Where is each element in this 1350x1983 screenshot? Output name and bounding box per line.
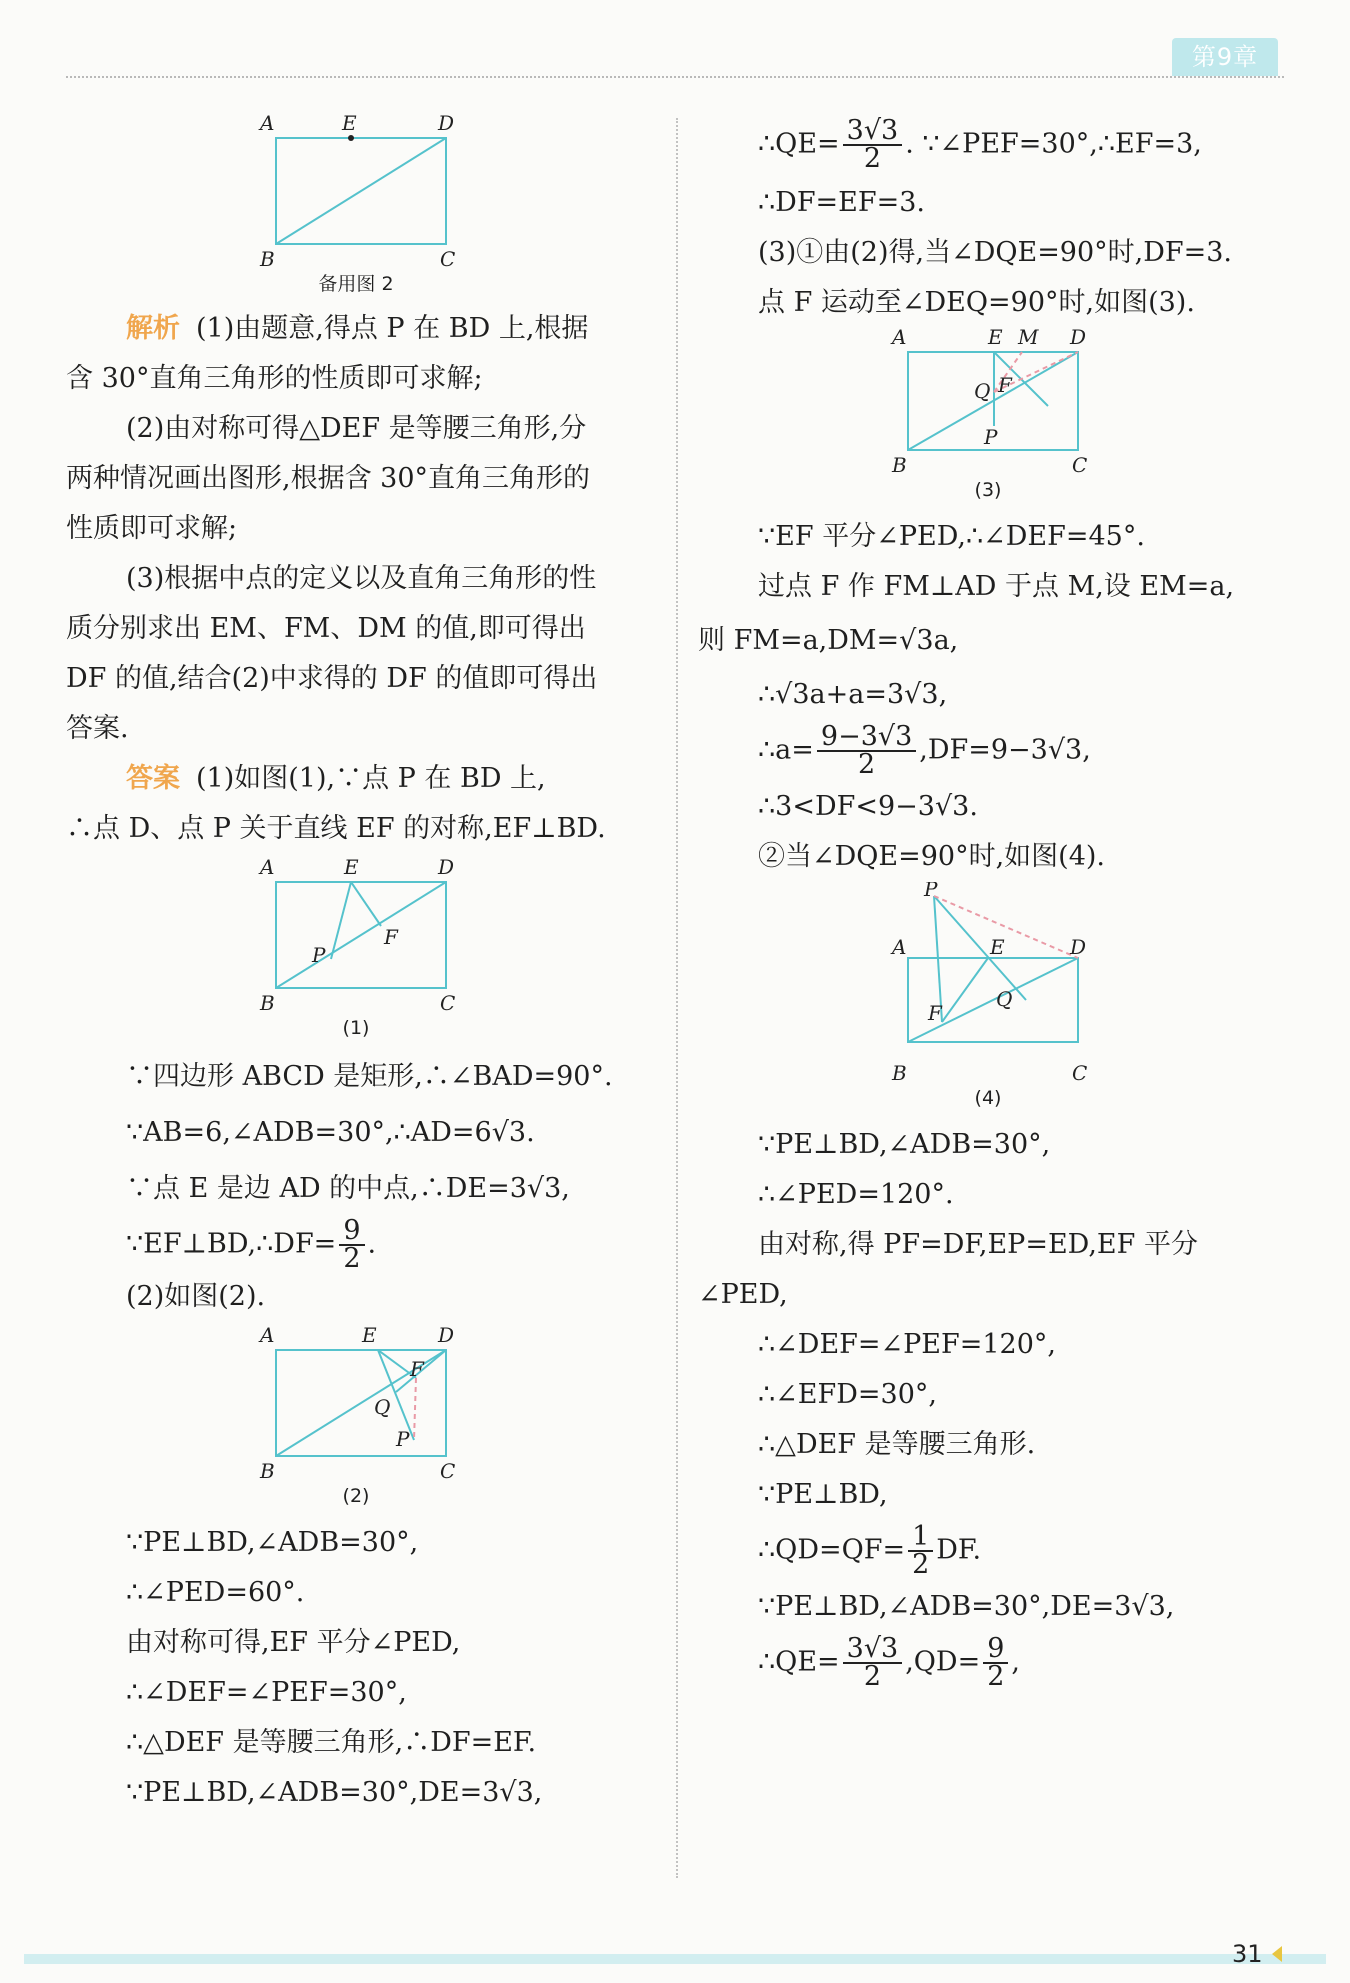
- figure-backup-2: [256, 108, 666, 298]
- right-line-6: 过点 F 作 FM⊥AD 于点 M,设 EM=a,: [758, 571, 1235, 602]
- analysis-line-4: 两种情况画出图形,根据含 30°直角三角形的: [66, 463, 591, 494]
- svg-text:F: F: [928, 1001, 942, 1025]
- answer-line-8: ∵PE⊥BD,∠ADB=30°,: [126, 1527, 419, 1558]
- answer-line-10: 由对称可得,EF 平分∠PED,: [126, 1627, 461, 1658]
- label-B: B: [260, 248, 275, 270]
- svg-text:B: B: [892, 454, 907, 476]
- svg-text:P: P: [984, 425, 998, 449]
- right-line-7: 则 FM=a,DM=√3a,: [698, 625, 959, 656]
- svg-text:D: D: [438, 1323, 455, 1347]
- svg-text:D: D: [1070, 935, 1087, 959]
- figure-1: [256, 854, 666, 1042]
- right-line-19: ∵PE⊥BD,: [758, 1479, 888, 1510]
- answer-line-3: ∵四边形 ABCD 是矩形,∴∠BAD=90°.: [126, 1061, 613, 1092]
- analysis-line-5: 性质即可求解;: [66, 513, 238, 544]
- analysis-line-1: 解析 (1)由题意,得点 P 在 BD 上,根据: [126, 313, 589, 344]
- figure-caption: 备用图 2: [318, 273, 394, 295]
- svg-text:A: A: [260, 1323, 275, 1347]
- svg-text:E: E: [990, 935, 1005, 959]
- svg-text:Q: Q: [374, 1395, 391, 1419]
- right-line-2: ∴DF=EF=3.: [758, 187, 926, 218]
- right-column: [698, 115, 1298, 1692]
- right-line-10: ∴3<DF<9−3√3.: [758, 791, 978, 822]
- answer-line-12: ∴△DEF 是等腰三角形,∴DF=EF.: [126, 1727, 537, 1758]
- svg-text:E: E: [362, 1323, 377, 1347]
- page-arrow-icon: [1272, 1946, 1282, 1962]
- header-rule: [66, 76, 1284, 78]
- page-number: 31: [1232, 1940, 1263, 1968]
- right-line-18: ∴△DEF 是等腰三角形.: [758, 1429, 1036, 1460]
- right-line-13: ∴∠PED=120°.: [758, 1179, 954, 1210]
- svg-text:E: E: [344, 855, 359, 879]
- svg-text:P: P: [312, 943, 326, 967]
- label-A: A: [260, 111, 275, 135]
- svg-text:P: P: [924, 882, 938, 901]
- column-divider: [676, 118, 678, 1878]
- figure-caption: (1): [342, 1017, 370, 1039]
- svg-text:A: A: [260, 855, 275, 879]
- left-column: [66, 108, 666, 1818]
- right-line-15: ∠PED,: [698, 1279, 788, 1310]
- figure-3: [888, 328, 1298, 504]
- answer-line-6: ∵EF⊥BD,∴DF= $\frac{9}{2}$ .: [126, 1215, 377, 1274]
- right-line-14: 由对称,得 PF=DF,EP=ED,EF 平分: [758, 1229, 1198, 1260]
- figure-4: [888, 882, 1298, 1112]
- answer-line-9: ∴∠PED=60°.: [126, 1577, 305, 1608]
- right-line-16: ∴∠DEF=∠PEF=120°,: [758, 1329, 1056, 1360]
- svg-text:C: C: [1072, 1062, 1088, 1084]
- right-line-1: ∴QE= $\frac{3√3}{2}$ . ∵∠PEF=30°,∴EF=3,: [758, 115, 1202, 174]
- figure-caption: (4): [974, 1087, 1002, 1109]
- figure-2: [256, 1322, 666, 1510]
- right-line-3: (3)①由(2)得,当∠DQE=90°时,DF=3.: [758, 237, 1233, 268]
- right-line-22: ∴QE= $\frac{3√3}{2}$ ,QD= $\frac{9}{2}$ ,: [758, 1633, 1020, 1692]
- right-line-11: ②当∠DQE=90°时,如图(4).: [758, 841, 1106, 872]
- svg-text:D: D: [438, 855, 455, 879]
- svg-text:C: C: [440, 1460, 456, 1482]
- chapter-tab: 第9章: [1172, 38, 1278, 76]
- svg-text:A: A: [892, 935, 907, 959]
- footer-bar: [24, 1954, 1326, 1964]
- answer-line-13: ∵PE⊥BD,∠ADB=30°,DE=3√3,: [126, 1777, 543, 1808]
- right-line-9: ∴a= $\frac{9-3√3}{2}$ ,DF=9−3√3,: [758, 721, 1091, 780]
- svg-text:A: A: [892, 328, 907, 349]
- label-D: D: [438, 111, 455, 135]
- svg-text:F: F: [998, 373, 1012, 397]
- answer-tag: 答案: [126, 763, 180, 794]
- svg-text:E: E: [988, 328, 1003, 349]
- answer-line-7: (2)如图(2).: [126, 1281, 266, 1312]
- svg-text:P: P: [396, 1427, 410, 1451]
- svg-text:B: B: [260, 992, 275, 1014]
- answer-line-4: ∵AB=6,∠ADB=30°,∴AD=6√3.: [126, 1117, 535, 1148]
- analysis-tag: 解析: [126, 313, 180, 344]
- answer-line-1: 答案 (1)如图(1),∵点 P 在 BD 上,: [126, 763, 546, 794]
- answer-line-5: ∵点 E 是边 AD 的中点,∴DE=3√3,: [126, 1173, 570, 1204]
- svg-text:C: C: [440, 992, 456, 1014]
- svg-text:D: D: [1070, 328, 1087, 349]
- label-C: C: [440, 248, 456, 270]
- answer-line-2: ∴点 D、点 P 关于直线 EF 的对称,EF⊥BD.: [66, 813, 606, 844]
- svg-text:F: F: [410, 1357, 424, 1381]
- right-line-12: ∵PE⊥BD,∠ADB=30°,: [758, 1129, 1051, 1160]
- analysis-line-9: 答案.: [66, 713, 129, 744]
- svg-text:Q: Q: [996, 987, 1013, 1011]
- label-E: E: [342, 111, 357, 135]
- right-line-17: ∴∠EFD=30°,: [758, 1379, 937, 1410]
- analysis-line-7: 质分别求出 EM、FM、DM 的值,即可得出: [66, 613, 586, 644]
- analysis-line-3: (2)由对称可得△DEF 是等腰三角形,分: [126, 413, 587, 444]
- figure-caption: (3): [974, 479, 1002, 501]
- analysis-line-8: DF 的值,结合(2)中求得的 DF 的值即可得出: [66, 663, 598, 694]
- svg-text:C: C: [1072, 454, 1088, 476]
- svg-text:Q: Q: [974, 379, 991, 403]
- svg-text:B: B: [892, 1062, 907, 1084]
- analysis-line-2: 含 30°直角三角形的性质即可求解;: [66, 363, 483, 394]
- answer-line-11: ∴∠DEF=∠PEF=30°,: [126, 1677, 407, 1708]
- analysis-line-6: (3)根据中点的定义以及直角三角形的性: [126, 563, 597, 594]
- svg-text:B: B: [260, 1460, 275, 1482]
- right-line-20: ∴QD=QF= $\frac{1}{2}$ DF.: [758, 1521, 982, 1580]
- svg-text:M: M: [1018, 328, 1039, 349]
- svg-text:F: F: [384, 925, 398, 949]
- right-line-8: ∴√3a+a=3√3,: [758, 679, 948, 710]
- figure-caption: (2): [342, 1485, 370, 1507]
- right-line-21: ∵PE⊥BD,∠ADB=30°,DE=3√3,: [758, 1591, 1175, 1622]
- right-line-5: ∵EF 平分∠PED,∴∠DEF=45°.: [758, 521, 1145, 552]
- right-line-4: 点 F 运动至∠DEQ=90°时,如图(3).: [758, 287, 1195, 318]
